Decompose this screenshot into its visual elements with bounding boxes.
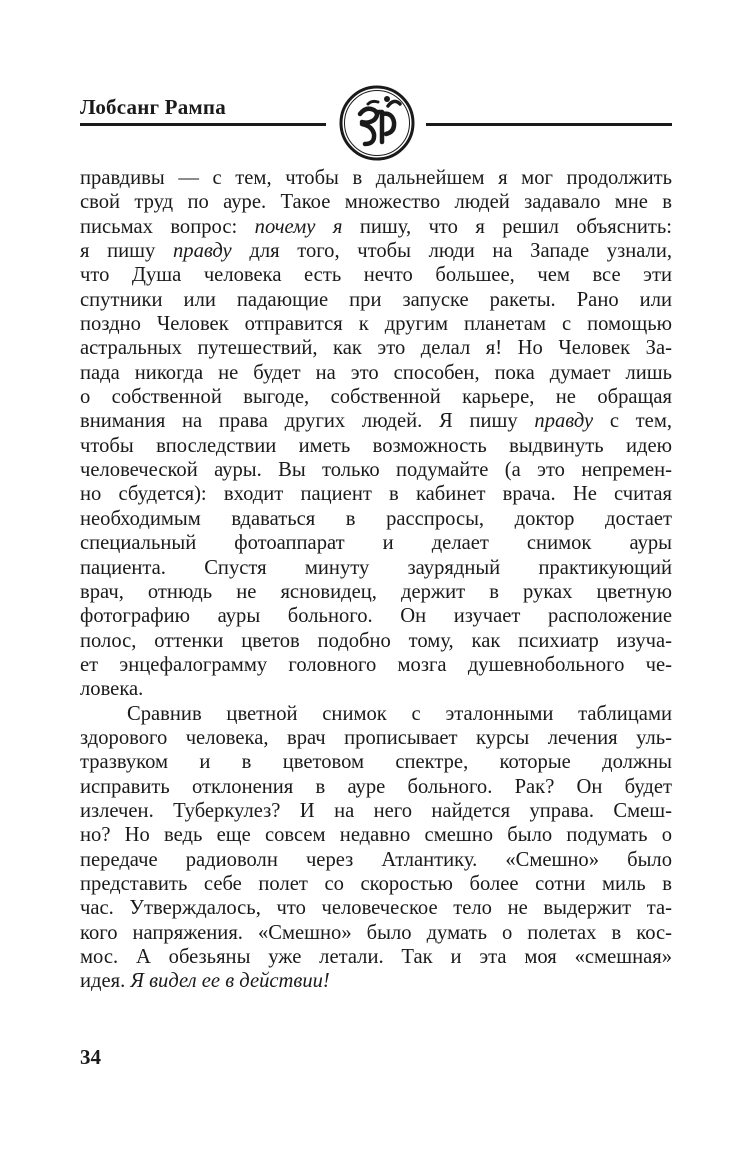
text-line: о собственной выгоде, собственной карьере, не обращая (80, 386, 672, 409)
text-line: поздно Человек отправится к другим планетам с помощью (80, 313, 672, 336)
page-number: 34 (80, 1045, 101, 1069)
text-line (80, 409, 672, 433)
text-line: чтобы впоследствии иметь возможность выдвинуть идею (80, 434, 672, 457)
text-line: но? Но ведь еще совсем недавно смешно было подумать о (80, 824, 672, 847)
text-segment: внимания на права других людей. Я пишу (80, 410, 535, 433)
text-line: полос, оттенки цветов подобно тому, как психиатр изуча- (80, 629, 672, 652)
text-line: ловека. (80, 678, 144, 701)
text-line: специальный фотоаппарат и делает снимок ауры (80, 532, 672, 555)
italic-segment: почему я (254, 215, 343, 238)
italic-segment: правду (172, 240, 232, 263)
text-line: ет энцефалограмму головного мозга душевнобольного че- (80, 653, 672, 676)
text-line: исправить отклонения в ауре больного. Рак? Он будет (80, 775, 672, 798)
text-line: что Душа человека есть нечто большее, чем все эти (80, 264, 672, 287)
text-segment: письмах вопрос: (80, 215, 255, 238)
text-segment: пишу, что я решил объяснить: (342, 215, 672, 238)
text-line: астральных путешествий, как это делал я! Но Человек За- (80, 337, 672, 360)
text-line: пада никогда не будет на это способен, пока думает лишь (80, 361, 672, 384)
running-title: Лобсанг Рампа (80, 95, 226, 119)
italic-segment: правду (534, 410, 594, 433)
text-segment: я пишу (80, 240, 173, 263)
om-symbol-icon (338, 84, 416, 162)
text-line: тразвуком и в цветовом спектре, которые должны (80, 751, 672, 774)
text-segment: с тем, (593, 410, 673, 433)
text-line: человеческой ауры. Вы только подумайте (а это непремен- (80, 459, 672, 482)
header-rule-right (426, 123, 672, 126)
text-line: Сравнив цветной снимок с эталонными таблицами (127, 702, 672, 725)
text-line: свой труд по ауре. Такое множество людей задавало мне в (80, 191, 672, 214)
text-line (80, 969, 672, 993)
text-line (80, 239, 672, 263)
text-line: час. Утверждалось, что человеческое тело не выдержит та- (80, 897, 672, 920)
text-line: передаче радиоволн через Атлантику. «Смешно» было (80, 848, 672, 871)
text-segment: для того, чтобы люди на Западе узнали, (231, 240, 672, 263)
page-body-text (80, 166, 672, 994)
text-line: пациента. Спустя минуту заурядный практикующий (80, 556, 672, 579)
text-segment: идея. (80, 970, 131, 993)
text-line: мос. А обезьяны уже летали. Так и эта моя «смешная» (80, 946, 672, 968)
text-line: врач, отнюдь не ясновидец, держит в руках цветную (80, 580, 672, 603)
text-line: здорового человека, врач прописывает курсы лечения уль- (80, 726, 672, 749)
text-line: но сбудется): входит пациент в кабинет врача. Не считая (80, 483, 672, 506)
text-line: спутники или падающие при запуске ракеты. Рано или (80, 288, 672, 311)
text-line: представить себе полет со скоростью более сотни миль в (80, 872, 672, 895)
text-line: необходимым вдаваться в расспросы, доктор достает (80, 507, 672, 530)
text-line: правдивы — с тем, чтобы в дальнейшем я мог продолжить (80, 167, 672, 189)
text-line: кого напряжения. «Смешно» было думать о полетах в кос- (80, 921, 672, 944)
italic-segment: Я видел ее в действии! (130, 970, 330, 993)
text-line (80, 215, 672, 239)
page-header (80, 78, 672, 168)
header-rule-left (80, 123, 326, 126)
text-line: фотографию ауры больного. Он изучает расположение (80, 605, 672, 628)
text-line: излечен. Туберкулез? И на него найдется управа. Смеш- (80, 799, 672, 822)
